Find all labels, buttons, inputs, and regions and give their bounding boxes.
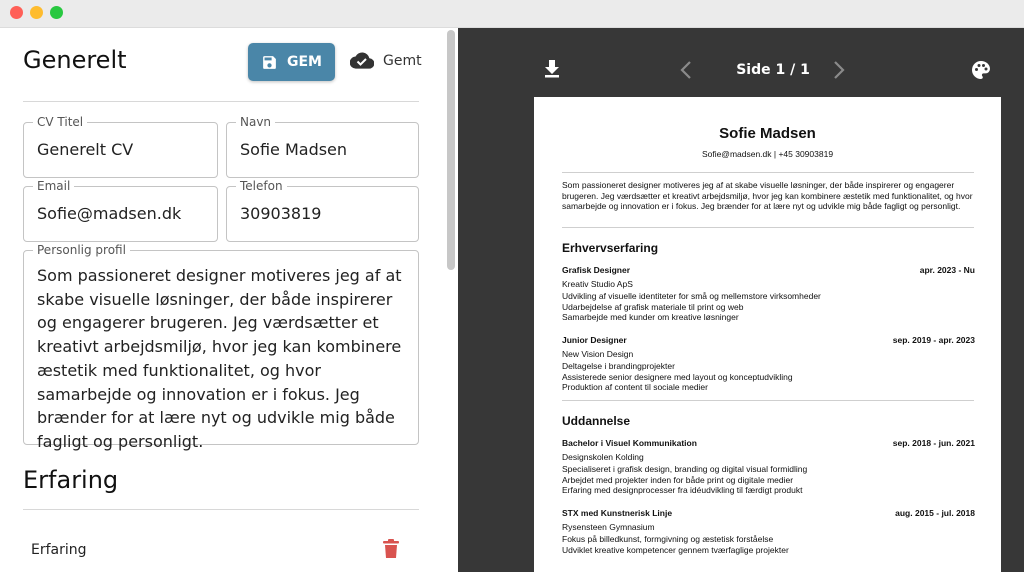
cv-education-line: Udviklet kreative kompetencer gennem tværfaglige projekter — [562, 544, 789, 555]
preview-pane — [458, 28, 1024, 572]
cv-job-line: Udvikling af visuelle identiteter for små og mellemstore virksomheder — [562, 291, 821, 301]
section-title-general: Generelt — [23, 46, 127, 74]
cv-job-title: Junior Designer — [562, 335, 627, 345]
cv-job-entry — [562, 265, 975, 323]
cv-divider — [562, 227, 974, 228]
cv-education-line: Erfaring med designprocesser fra idéudvikling til færdigt produkt — [562, 485, 803, 495]
cv-page — [534, 97, 1001, 572]
cv-job-line: Udarbejdelse af grafisk materiale til print og web — [562, 301, 744, 312]
cv-experience-heading: Erhvervserfaring — [562, 241, 659, 255]
profile-label: Personlig profil — [33, 243, 130, 257]
cv-education-line: Specialiseret i grafisk design, branding og digital visual formidling — [562, 464, 808, 474]
cv-job-period: sep. 2019 - apr. 2023 — [892, 335, 975, 345]
minimize-window-button[interactable] — [30, 6, 43, 19]
section-title-experience: Erfaring — [23, 466, 119, 494]
cv-profile: Som passioneret designer motiveres jeg af at skabe visuelle løsninger, der både inspirerer og engagerer brugeren. Jeg værdsætter et kreativt arbejdsmiljø, hvor jeg kan kombinere æstetik med funktionalitet, og hvor samarbejde og innovation er i fokus. Jeg brænder for at lære nyt og udvikle mig både fagligt og personligt. — [562, 180, 973, 211]
cv-job-line: Assisterede senior designere med layout og konceptudvikling — [562, 371, 793, 382]
cv-contact: Sofie@madsen.dk | +45 30903819 — [701, 149, 834, 159]
floppy-disk-icon — [261, 54, 278, 71]
cv-education-title: Bachelor i Visuel Kommunikation — [562, 438, 697, 448]
window-titlebar — [0, 0, 1024, 28]
cv-job-title: Grafisk Designer — [562, 265, 631, 275]
cv-job-line: Samarbejde med kunder om kreative løsninger — [562, 312, 739, 322]
cv-title-value: Generelt CV — [37, 140, 134, 159]
trash-icon[interactable] — [382, 539, 400, 559]
cv-job-entry — [562, 335, 975, 393]
profile-value: Som passioneret designer motiveres jeg af at skabe visuelle løsninger, der både inspirerer og engagerer brugeren. Jeg værdsætter et kreativt arbejdsmiljø, hvor jeg kan kombinere æstetik med funktionalitet, og hvor samarbejde og innovation er i fokus. Jeg brænder for at lære nyt og udvikle mig både fagligt og personligt. — [37, 266, 402, 451]
cv-education-period: aug. 2015 - jul. 2018 — [895, 508, 975, 518]
download-icon[interactable] — [544, 60, 560, 78]
zoom-window-button[interactable] — [50, 6, 63, 19]
cv-education-school: Rysensteen Gymnasium — [562, 521, 655, 532]
experience-item[interactable]: Erfaring — [31, 542, 87, 558]
save-button-label: GEM — [287, 54, 322, 70]
cv-education-entry — [562, 508, 975, 555]
name-field[interactable] — [226, 115, 419, 178]
cv-job-company: Kreativ Studio ApS — [562, 278, 633, 289]
section-divider — [23, 101, 419, 102]
cv-job-company: New Vision Design — [562, 348, 634, 359]
name-value: Sofie Madsen — [240, 140, 348, 159]
cv-education-line: Fokus på billedkunst, formgivning og æstetisk forståelse — [562, 534, 774, 544]
chevron-left-icon[interactable] — [680, 61, 692, 79]
saved-status-label: Gemt — [383, 52, 422, 69]
cv-education-school: Designskolen Kolding — [562, 451, 644, 462]
cv-education-heading: Uddannelse — [562, 414, 631, 428]
profile-textarea[interactable] — [23, 243, 419, 451]
save-button[interactable] — [248, 43, 335, 81]
phone-label: Telefon — [236, 179, 287, 193]
phone-value: 30903819 — [240, 204, 322, 223]
cv-name: Sofie Madsen — [719, 125, 816, 142]
editor-pane — [0, 28, 458, 572]
cv-education-title: STX med Kunstnerisk Linje — [562, 508, 673, 518]
page-indicator: Side 1 / 1 — [736, 62, 810, 78]
name-label: Navn — [236, 115, 275, 129]
cv-job-line: Produktion af content til sociale medier — [562, 382, 708, 392]
cv-divider — [562, 400, 974, 401]
chevron-right-icon[interactable] — [833, 61, 845, 79]
cv-title-field[interactable] — [23, 115, 218, 178]
cv-education-entry — [562, 438, 975, 496]
cv-divider — [562, 172, 974, 173]
cv-job-line: Deltagelse i brandingprojekter — [562, 361, 675, 371]
email-label: Email — [33, 179, 74, 193]
cv-education-line: Arbejdet med projekter inden for både print og digitale medier — [562, 474, 794, 485]
email-value: Sofie@madsen.dk — [37, 204, 182, 223]
saved-status — [350, 52, 422, 69]
editor-scrollbar[interactable] — [447, 30, 455, 270]
email-field[interactable] — [23, 179, 218, 242]
cv-title-label: CV Titel — [33, 115, 87, 129]
cv-job-period: apr. 2023 - Nu — [919, 265, 975, 275]
cloud-check-icon — [350, 52, 374, 69]
cv-education-period: sep. 2018 - jun. 2021 — [892, 438, 975, 448]
palette-icon[interactable] — [971, 60, 991, 80]
close-window-button[interactable] — [10, 6, 23, 19]
phone-field[interactable] — [226, 179, 419, 242]
section-divider — [23, 509, 419, 510]
